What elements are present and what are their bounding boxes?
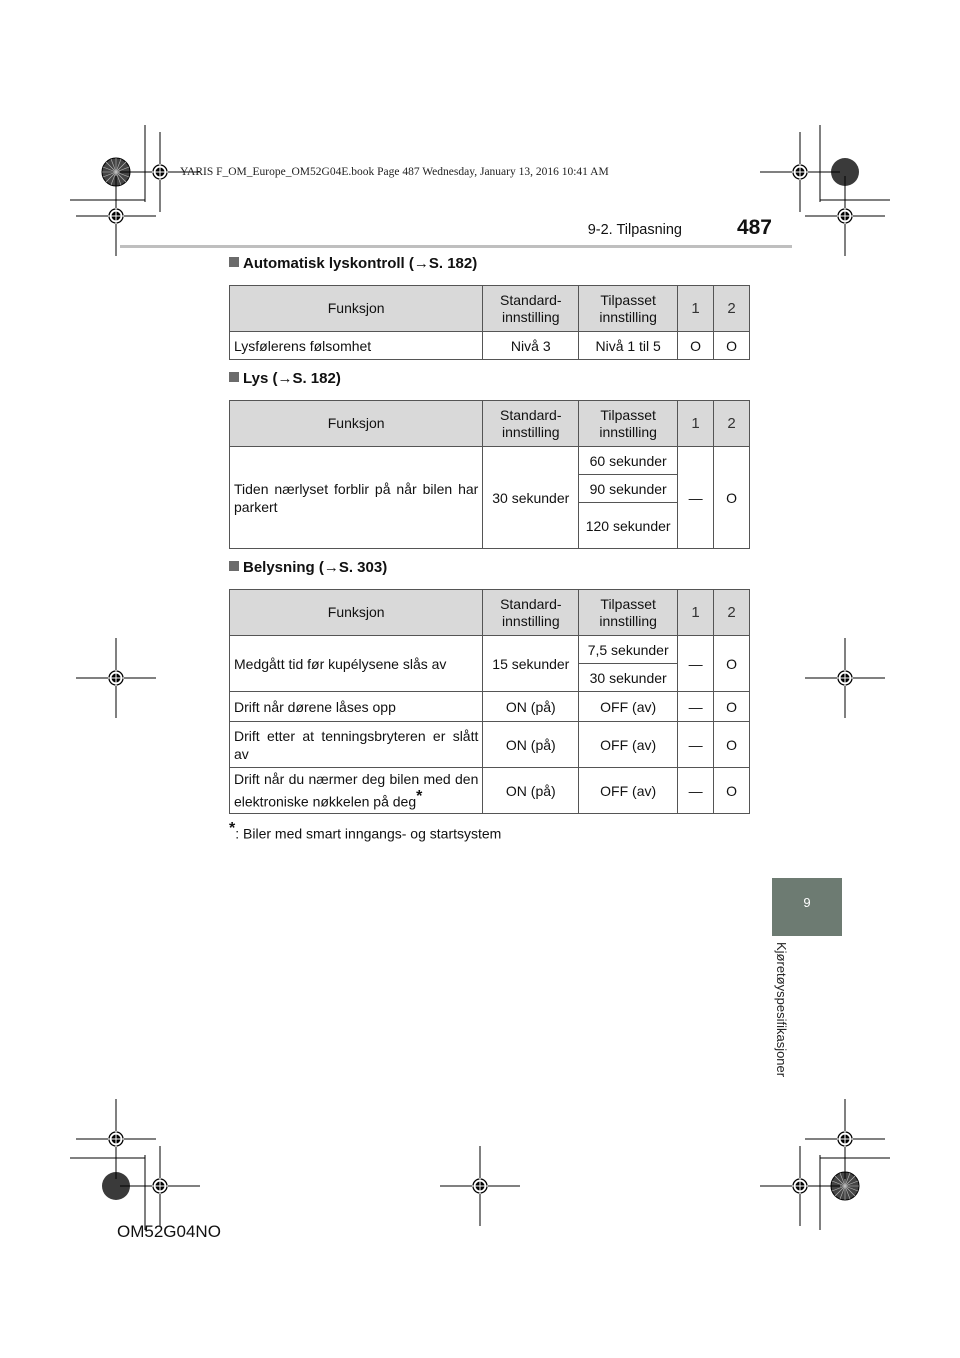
function-cell: Tiden nærlyset forblir på når bilen har parkert bbox=[230, 447, 483, 549]
page-number: 487 bbox=[736, 216, 772, 239]
col1-cell: — bbox=[678, 692, 714, 722]
standard-cell: Nivå 3 bbox=[483, 332, 579, 360]
function-cell: Drift når dørene låses opp bbox=[230, 692, 483, 722]
custom-cell: 7,5 sekunder bbox=[579, 636, 678, 664]
footnote-marker: * bbox=[416, 788, 423, 806]
col2-cell: O bbox=[714, 447, 750, 549]
settings-table bbox=[229, 285, 750, 360]
table-header-row bbox=[230, 590, 750, 636]
standard-cell: 30 sekunder bbox=[483, 447, 579, 549]
header-funksjon: Funksjon bbox=[230, 286, 483, 332]
footnote-text: : Biler med smart inngangs- og startsystem bbox=[235, 825, 502, 842]
chapter-title: Kjøretøyspesifikasjoner bbox=[774, 942, 789, 1078]
header-funksjon: Funksjon bbox=[230, 590, 483, 636]
table-header-row bbox=[230, 401, 750, 447]
header-funksjon: Funksjon bbox=[230, 401, 483, 447]
section-name: 9-2. Tilpasning bbox=[587, 222, 682, 238]
col2-cell: O bbox=[714, 332, 750, 360]
table-row bbox=[230, 768, 750, 814]
function-cell: Drift etter at tenningsbryteren er slått av bbox=[230, 722, 483, 768]
header-col-1: 1 bbox=[678, 590, 714, 636]
header-col-2: 2 bbox=[714, 590, 750, 636]
settings-table bbox=[229, 400, 750, 549]
custom-cell: OFF (av) bbox=[579, 692, 678, 722]
header-col-1: 1 bbox=[678, 286, 714, 332]
section-heading bbox=[229, 255, 477, 272]
chapter-tab bbox=[772, 878, 842, 936]
square-bullet-icon bbox=[229, 372, 239, 382]
section-title: Belysning (→S. 303) bbox=[243, 559, 388, 576]
standard-cell: ON (på) bbox=[483, 768, 579, 814]
table-header-row bbox=[230, 286, 750, 332]
custom-cell: 30 sekunder bbox=[579, 664, 678, 692]
function-cell: Drift når du nærmer deg bilen med den elektroniske nøkkelen på deg* bbox=[230, 768, 483, 814]
col1-cell: — bbox=[678, 768, 714, 814]
standard-cell: 15 sekunder bbox=[483, 636, 579, 692]
col2-cell: O bbox=[714, 722, 750, 768]
standard-cell: ON (på) bbox=[483, 692, 579, 722]
chapter-number: 9 bbox=[803, 895, 811, 910]
col1-cell: — bbox=[678, 722, 714, 768]
col1-cell: — bbox=[678, 636, 714, 692]
custom-cell: 120 sekunder bbox=[579, 503, 678, 549]
section-title: Automatisk lyskontroll (→S. 182) bbox=[243, 255, 478, 272]
header-standard: Standard- innstilling bbox=[483, 401, 579, 447]
section-heading bbox=[229, 559, 387, 576]
table-row bbox=[230, 636, 750, 664]
book-info-line: YARIS F_OM_Europe_OM52G04E.book Page 487 Wednesday, January 13, 2016 10:41 AM bbox=[180, 166, 609, 178]
header-standard: Standard- innstilling bbox=[483, 286, 579, 332]
settings-table bbox=[229, 589, 750, 814]
header-tilpasset: Tilpasset innstilling bbox=[579, 590, 678, 636]
square-bullet-icon bbox=[229, 561, 239, 571]
header-col-2: 2 bbox=[714, 401, 750, 447]
header-tilpasset: Tilpasset innstilling bbox=[579, 286, 678, 332]
header-rule bbox=[120, 245, 792, 248]
header-col-2: 2 bbox=[714, 286, 750, 332]
col2-cell: O bbox=[714, 636, 750, 692]
custom-cell: OFF (av) bbox=[579, 722, 678, 768]
chapter-title-vertical bbox=[774, 942, 811, 1102]
function-cell: Medgått tid før kupélysene slås av bbox=[230, 636, 483, 692]
section-title: Lys (→S. 182) bbox=[243, 370, 341, 387]
table-row bbox=[230, 692, 750, 722]
standard-cell: ON (på) bbox=[483, 722, 579, 768]
document-code: OM52G04NO bbox=[117, 1222, 221, 1241]
header-col-1: 1 bbox=[678, 401, 714, 447]
col1-cell: — bbox=[678, 447, 714, 549]
header-tilpasset: Tilpasset innstilling bbox=[579, 401, 678, 447]
table-row bbox=[230, 722, 750, 768]
custom-cell: Nivå 1 til 5 bbox=[579, 332, 678, 360]
custom-cell: OFF (av) bbox=[579, 768, 678, 814]
table-row bbox=[230, 332, 750, 360]
function-cell: Lysfølerens følsomhet bbox=[230, 332, 483, 360]
footnote-mark: * bbox=[229, 820, 236, 837]
footnote bbox=[229, 820, 501, 842]
col1-cell: O bbox=[678, 332, 714, 360]
square-bullet-icon bbox=[229, 257, 239, 267]
table-row bbox=[230, 447, 750, 475]
section-heading bbox=[229, 370, 341, 387]
header-standard: Standard- innstilling bbox=[483, 590, 579, 636]
custom-cell: 60 sekunder bbox=[579, 447, 678, 475]
col2-cell: O bbox=[714, 768, 750, 814]
col2-cell: O bbox=[714, 692, 750, 722]
custom-cell: 90 sekunder bbox=[579, 475, 678, 503]
